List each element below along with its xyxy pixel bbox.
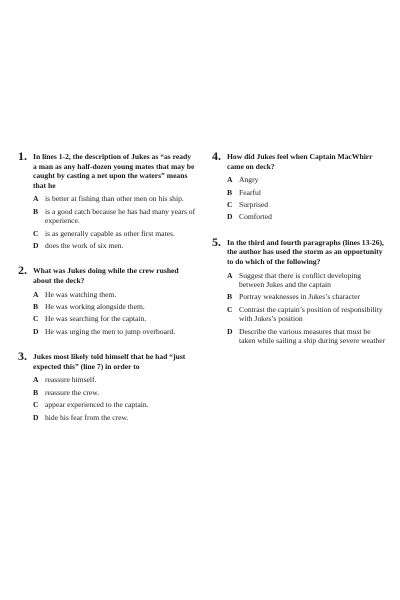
option-letter: D [227, 212, 233, 222]
option-text: is as generally capable as other first mates. [45, 228, 175, 238]
question-4 [212, 149, 388, 222]
option-letter: A [33, 194, 39, 204]
option-text: does the work of six men. [45, 241, 124, 250]
option-letter: C [33, 400, 39, 410]
answer-option-b[interactable] [33, 388, 196, 397]
answer-option-c[interactable] [227, 305, 388, 324]
answer-options [18, 194, 196, 250]
option-text: Angry [239, 175, 259, 185]
answer-option-d[interactable] [33, 241, 196, 250]
question-1 [18, 149, 196, 250]
option-letter: C [33, 228, 39, 238]
answer-option-d[interactable] [227, 212, 388, 221]
question-stem: In lines 1-2, the description of Jukes as “as ready a man as any half-dozen young mates that may be caught by casting a net upon the waters” means that he [33, 152, 195, 190]
answer-option-d[interactable] [33, 327, 196, 336]
question-number: 4. [212, 149, 221, 163]
answer-options [18, 375, 196, 422]
answer-option-b[interactable] [33, 302, 196, 311]
answer-option-c[interactable] [33, 229, 196, 238]
answer-option-a[interactable] [227, 175, 388, 184]
option-text: appear experienced to the captain. [45, 400, 149, 410]
option-letter: D [227, 326, 233, 336]
answer-option-d[interactable] [227, 327, 388, 346]
answer-option-d[interactable] [33, 413, 196, 422]
option-letter: B [33, 302, 39, 311]
option-letter: D [33, 241, 39, 250]
option-text: He was searching for the captain. [45, 314, 147, 324]
answer-option-c[interactable] [33, 400, 196, 409]
question-3 [18, 349, 196, 422]
option-text: He was urging the men to jump overboard. [45, 326, 176, 336]
answer-options [18, 290, 196, 337]
option-letter: D [33, 326, 39, 336]
option-text: Portray weaknesses in Jukes’s character [239, 292, 361, 302]
question-stem: What was Jukes doing while the crew rushed about the deck? [33, 266, 179, 285]
question-stem: Jukes most likely told himself that he had “just expected this” (line 7) in order to [33, 352, 186, 371]
question-stem: In the third and fourth paragraphs (lines 13-26), the author has used the storm as an opportunity to do which of the following? [227, 237, 384, 266]
answer-option-c[interactable] [227, 200, 388, 209]
answer-options [212, 175, 388, 222]
option-text: is a good catch because he has had many years of experience. [45, 206, 196, 226]
option-letter: A [227, 175, 233, 185]
option-text: Describe the various measures that must be taken while sailing a ship during severe weather [239, 326, 386, 346]
option-text: hide his fear from the crew. [45, 412, 129, 422]
answer-option-a[interactable] [33, 375, 196, 384]
option-letter: D [33, 412, 39, 422]
answer-option-a[interactable] [33, 194, 196, 203]
option-text: reassure the crew. [45, 387, 100, 397]
option-letter: C [227, 200, 233, 209]
answer-option-a[interactable] [227, 271, 388, 290]
option-letter: B [227, 187, 233, 197]
question-number: 3. [18, 349, 27, 364]
option-text: He was watching them. [45, 289, 117, 299]
answer-option-a[interactable] [33, 290, 196, 299]
option-text: Comforted [239, 212, 272, 222]
option-text: reassure himself. [45, 375, 97, 385]
option-text: Suggest that there is conflict developing between Jukes and the captain [239, 270, 362, 289]
answer-option-b[interactable] [227, 188, 388, 197]
option-letter: C [33, 314, 39, 324]
question-stem: How did Jukes feel when Captain MacWhirr came on deck? [227, 152, 373, 171]
option-text: Surprised [239, 200, 269, 209]
answer-options [212, 271, 388, 346]
option-text: Fearful [239, 187, 261, 197]
answer-option-b[interactable] [227, 292, 388, 301]
left-column [18, 149, 196, 438]
question-2 [18, 263, 196, 336]
question-number: 2. [18, 263, 27, 278]
question-5 [212, 234, 388, 346]
option-text: Contrast the captain’s position of responsibility with Jukes’s position [239, 304, 383, 324]
option-letter: A [33, 375, 39, 385]
question-number: 1. [18, 149, 27, 163]
option-letter: A [227, 270, 233, 280]
answer-option-c[interactable] [33, 314, 196, 323]
option-letter: C [227, 304, 233, 314]
question-number: 5. [212, 234, 221, 249]
option-letter: B [227, 292, 233, 302]
right-column [212, 149, 388, 361]
option-letter: B [33, 206, 39, 216]
option-text: is better at fishing than other men on his ship. [45, 194, 184, 204]
option-text: He was working alongside them. [45, 302, 145, 311]
option-letter: B [33, 387, 39, 397]
answer-option-b[interactable] [33, 207, 196, 226]
option-letter: A [33, 289, 39, 299]
